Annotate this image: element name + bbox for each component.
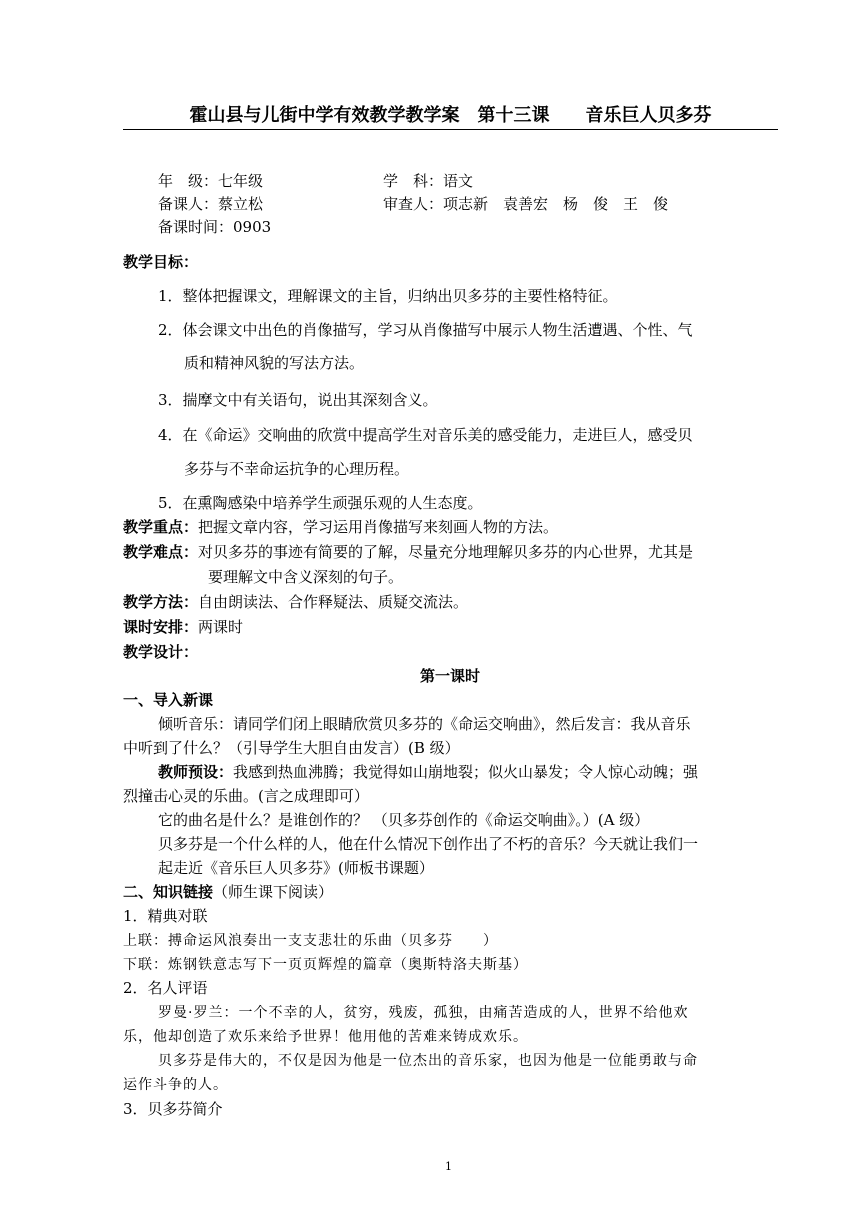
schedule-row [123, 616, 243, 638]
objective-item: 5．在熏陶感染中培养学生顽强乐观的人生态度。 [158, 494, 483, 512]
paragraph: 倾听音乐：请同学们闭上眼睛欣赏贝多芬的《命运交响曲》，然后发言：我从音乐 [158, 715, 691, 733]
quote-line: 贝多芬是伟大的，不仅是因为他是一位杰出的音乐家，也因为他是一位能勇敢与命 [158, 1053, 698, 1069]
couplet-line: 下联：炼钢铁意志写下一页页辉煌的篇章（奥斯特洛夫斯基） [123, 957, 528, 973]
preparer-field: 备课人：蔡立松 [158, 195, 264, 213]
prep-time-field: 备课时间：0903 [158, 218, 272, 236]
methods-label: 教学方法： [123, 593, 199, 611]
paragraph: 贝多芬是一个什么样的人，他在什么情况下创作出了不朽的音乐？今天就让我们一 [158, 835, 699, 853]
methods-text: 自由朗读法、合作释疑法、质疑交流法。 [198, 593, 469, 611]
key-points-text: 把握文章内容，学习运用肖像描写来刻画人物的方法。 [198, 518, 559, 536]
objective-item: 1．整体把握课文，理解课文的主旨，归纳出贝多芬的主要性格特征。 [158, 287, 618, 305]
page-title: 霍山县与儿街中学有效教学教学案 第十三课 音乐巨人贝多芬 [123, 105, 778, 130]
reviewer-field: 审查人：项志新 袁善宏 杨 俊 王 俊 [383, 195, 669, 213]
methods-row [123, 591, 468, 613]
section-heading-text: 二、知识链接 [123, 883, 214, 901]
subsection-heading: 1．精典对联 [123, 907, 208, 925]
schedule-label: 课时安排： [123, 618, 199, 636]
design-heading: 教学设计： [123, 643, 199, 661]
teacher-preset-row [158, 761, 698, 783]
objective-item-cont: 多芬与不幸命运抗争的心理历程。 [184, 460, 410, 478]
difficulties-label: 教学难点： [123, 543, 199, 561]
quote-line: 运作斗争的人。 [123, 1077, 228, 1093]
difficulties-row [123, 541, 693, 563]
objective-item: 2．体会课文中出色的肖像描写，学习从肖像描写中展示人物生活遭遇、个性、气 [158, 321, 693, 339]
objective-item: 3．揣摩文中有关语句，说出其深刻含义。 [158, 391, 438, 409]
objective-item: 4．在《命运》交响曲的欣赏中提高学生对音乐美的感受能力，走进巨人，感受贝 [158, 426, 693, 444]
teacher-preset-text: 我感到热血沸腾；我觉得如山崩地裂；似火山暴发；令人惊心动魄；强 [233, 763, 699, 781]
objectives-heading: 教学目标： [123, 253, 199, 271]
grade-field: 年 级：七年级 [158, 172, 264, 190]
quote-line: 乐，他却创造了欢乐来给予世界！他用他的苦难来铸成欢乐。 [123, 1029, 528, 1045]
page-number: 1 [445, 1160, 452, 1173]
section-heading-knowledge [123, 881, 333, 903]
key-points-row [123, 516, 558, 538]
difficulties-text-cont: 要理解文中含义深刻的句子。 [208, 568, 404, 586]
paragraph: 它的曲名是什么？是谁创作的？ （贝多芬创作的《命运交响曲》。）(A 级） [158, 811, 650, 829]
paragraph-cont: 烈撞击心灵的乐曲。(言之成理即可） [123, 787, 369, 805]
schedule-text: 两课时 [198, 618, 244, 636]
subject-field: 学 科：语文 [383, 172, 474, 190]
subsection-heading: 3．贝多芬简介 [123, 1100, 223, 1118]
section-heading-intro: 一、导入新课 [123, 691, 214, 709]
paragraph-cont: 起走近《音乐巨人贝多芬》(师板书课题） [158, 859, 434, 877]
lesson-heading: 第一课时 [419, 667, 480, 685]
key-points-label: 教学重点： [123, 518, 199, 536]
objective-item-cont: 质和精神风貌的写法方法。 [184, 354, 365, 372]
difficulties-text: 对贝多芬的事迹有简要的了解，尽量充分地理解贝多芬的内心世界，尤其是 [198, 543, 694, 561]
section-note: （师生课下阅读） [213, 883, 334, 901]
paragraph-cont: 中听到了什么？（引导学生大胆自由发言）(B 级） [123, 739, 460, 757]
teacher-preset-label: 教师预设： [158, 763, 234, 781]
subsection-heading: 2．名人评语 [123, 979, 208, 997]
quote-line: 罗曼·罗兰：一个不幸的人，贫穷，残废，孤独，由痛苦造成的人，世界不给他欢 [158, 1005, 689, 1021]
couplet-line: 上联：搏命运风浪奏出一支支悲壮的乐曲（贝多芬 ） [123, 933, 498, 949]
